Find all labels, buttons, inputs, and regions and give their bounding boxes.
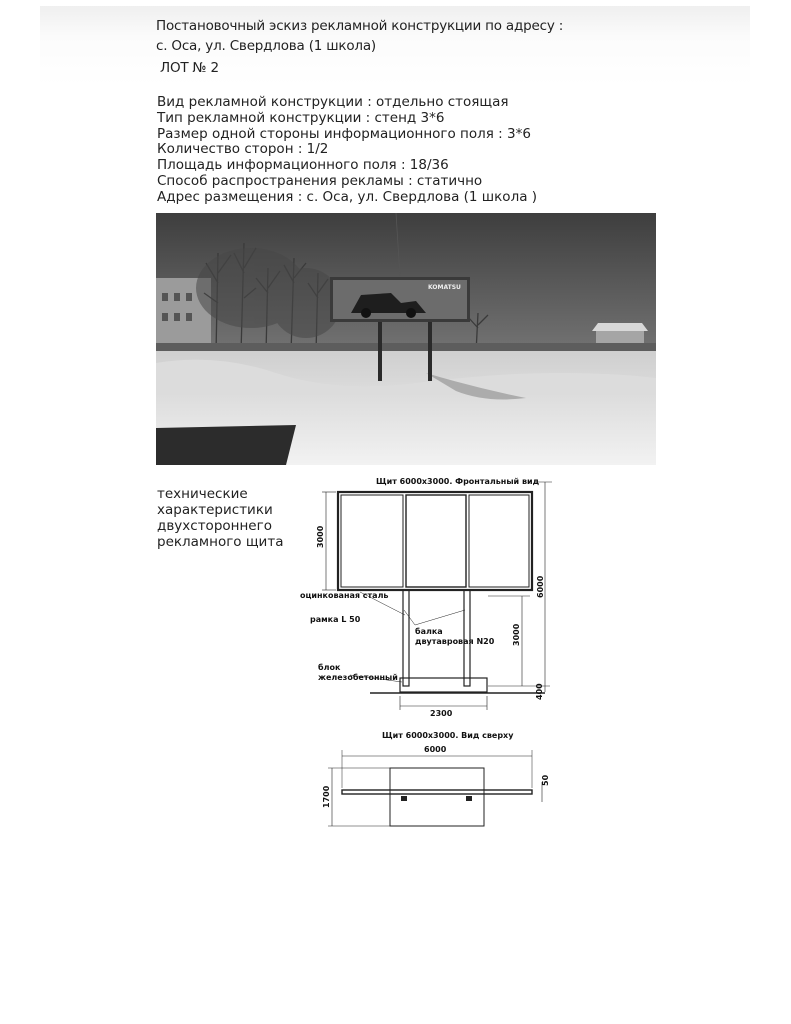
concrete-block <box>400 678 487 692</box>
document-address: с. Оса, ул. Свердлова (1 школа) <box>156 38 376 54</box>
label-block: блок <box>318 663 341 672</box>
top-view-title: Щит 6000х3000. Вид сверху <box>382 731 514 740</box>
spec-line: Площадь информационного поля : 18/36 <box>157 157 449 174</box>
label-beam-type: двутавровая N20 <box>415 637 495 646</box>
spec-line: Адрес размещения : с. Оса, ул. Свердлова (1 школа ) <box>157 188 538 205</box>
spec-line: Тип рекламной конструкции : стенд 3*6 <box>157 109 445 126</box>
label-frame: рамка L 50 <box>310 615 361 624</box>
billboard-brand-text: KOMATSU <box>428 284 461 291</box>
document-title: Постановочный эскиз рекламной конструкции по адресу : <box>156 18 564 34</box>
dim-base-width: 2300 <box>430 709 453 718</box>
technical-characteristics-caption <box>157 486 283 550</box>
support-leg-left <box>403 590 409 686</box>
top-view-panel <box>342 790 532 794</box>
spec-line: Количество сторон : 1/2 <box>157 141 329 158</box>
panel-right <box>469 495 529 587</box>
tech-caption-line: рекламного щита <box>157 534 284 550</box>
dim-panel-height: 3000 <box>316 525 325 548</box>
front-view-title: Щит 6000х3000. Фронтальный вид <box>376 477 540 486</box>
dim-leg-height: 3000 <box>512 623 521 646</box>
label-beam: балка <box>415 627 443 636</box>
label-block-type: железобетонный <box>318 673 398 682</box>
specs-list <box>157 95 537 206</box>
billboard-photo <box>156 213 656 465</box>
dim-top-thickness: 50 <box>541 774 550 786</box>
billboard-frame-outline <box>338 492 532 590</box>
technical-drawing <box>290 470 560 850</box>
spec-line: Размер одной стороны информационного поля : 3*6 <box>157 125 531 142</box>
dim-base-height: 400 <box>535 683 544 700</box>
tech-caption-line: технические <box>157 486 248 502</box>
tech-caption-line: характеристики <box>157 502 273 518</box>
lot-number: ЛОТ № 2 <box>160 60 219 76</box>
panel-middle <box>406 495 466 587</box>
spec-line: Способ распространения рекламы : статично <box>157 172 483 189</box>
dim-top-depth: 1700 <box>322 785 331 808</box>
spec-line: Вид рекламной конструкции : отдельно стоящая <box>157 94 509 110</box>
tech-caption-line: двухстороннего <box>157 518 272 534</box>
dim-total-height: 6000 <box>536 575 545 598</box>
dim-top-width: 6000 <box>424 745 447 754</box>
panel-left <box>341 495 403 587</box>
label-galvanized-steel: оцинкованая сталь <box>300 591 389 600</box>
